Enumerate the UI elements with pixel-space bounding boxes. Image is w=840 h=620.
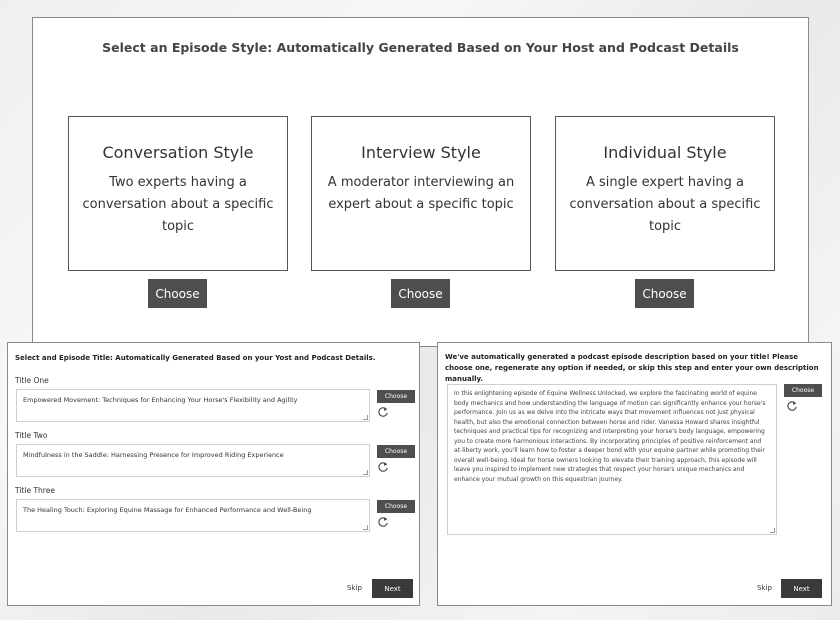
- refresh-icon[interactable]: [377, 516, 389, 528]
- refresh-icon[interactable]: [377, 406, 389, 418]
- resize-handle-icon[interactable]: [770, 528, 775, 533]
- conversation-style-card[interactable]: [68, 116, 288, 271]
- card-description: A single expert having a conversation about a specific topic: [569, 175, 761, 234]
- card-title: Interview Style: [361, 143, 481, 162]
- title-one-label: Title One: [15, 376, 49, 385]
- choose-title-one-button[interactable]: Choose: [377, 390, 415, 403]
- title-two-label: Title Two: [15, 431, 48, 440]
- choose-description-button[interactable]: Choose: [784, 384, 822, 397]
- card-title: Individual Style: [603, 143, 727, 162]
- card-description: Two experts having a conversation about a specific topic: [82, 175, 274, 234]
- episode-description-panel: [437, 342, 832, 606]
- skip-button[interactable]: Skip: [347, 584, 362, 592]
- title-two-text: Mindfulness in the Saddle: Harnessing Presence for Improved Riding Experience: [23, 451, 284, 459]
- refresh-icon[interactable]: [377, 461, 389, 473]
- title-panel-heading: Select and Episode Title: Automatically Generated Based on your Yost and Podcast Details.: [15, 354, 376, 362]
- description-panel-heading: We've automatically generated a podcast episode description based on your title! Please choose one, regenerate any option if needed, or skip this step and enter your own description manually.: [445, 353, 819, 383]
- card-description: A moderator interviewing an expert about a specific topic: [327, 175, 515, 212]
- title-three-text: The Healing Touch: Exploring Equine Massage for Enhanced Performance and Well-Being: [23, 506, 312, 514]
- title-three-label: Title Three: [15, 486, 55, 495]
- skip-button[interactable]: Skip: [757, 584, 772, 592]
- choose-interview-button[interactable]: Choose: [391, 279, 450, 308]
- resize-handle-icon[interactable]: [363, 470, 368, 475]
- interview-style-card[interactable]: [311, 116, 531, 271]
- next-button[interactable]: Next: [372, 579, 413, 598]
- episode-title-panel: [7, 342, 420, 606]
- choose-conversation-button[interactable]: Choose: [148, 279, 207, 308]
- card-title: Conversation Style: [102, 143, 254, 162]
- choose-title-two-button[interactable]: Choose: [377, 445, 415, 458]
- title-two-field[interactable]: [16, 444, 370, 477]
- description-field[interactable]: [447, 384, 777, 535]
- style-panel-title: Select an Episode Style: Automatically Generated Based on Your Host and Podcast Details: [102, 40, 739, 55]
- next-button[interactable]: Next: [781, 579, 822, 598]
- title-one-field[interactable]: [16, 389, 370, 422]
- title-three-field[interactable]: [16, 499, 370, 532]
- episode-style-panel: [32, 17, 809, 347]
- choose-individual-button[interactable]: Choose: [635, 279, 694, 308]
- resize-handle-icon[interactable]: [363, 415, 368, 420]
- individual-style-card[interactable]: [555, 116, 775, 271]
- title-one-text: Empowered Movement: Techniques for Enhancing Your Horse's Flexibility and Agility: [23, 396, 298, 404]
- description-text: In this enlightening episode of Equine Wellness Unlocked, we explore the fascinating world of equine body mechanics and how understanding the language of motion can significantly enhance your horse's performance. Join us as we delve into the intricate ways that movement influences not just physical health, but also the emotional connection between horse and rider. Vanessa Howard shares insightful techniques and practical tips for recognizing and interpreting your horse's body language, empowering you to create more harmonious interactions. By incorporating principles of positive reinforcement and at-liberty work, you'll learn how to foster a deeper bond with your equine partner while promoting their overall well-being. Ideal for horse owners looking to elevate their training approach, this episode will leave you inspired to implement new strategies that respect your horse's unique mechanics and enhance your mutual growth on this equestrian journey.: [454, 390, 766, 483]
- resize-handle-icon[interactable]: [363, 525, 368, 530]
- choose-title-three-button[interactable]: Choose: [377, 500, 415, 513]
- refresh-icon[interactable]: [786, 400, 798, 412]
